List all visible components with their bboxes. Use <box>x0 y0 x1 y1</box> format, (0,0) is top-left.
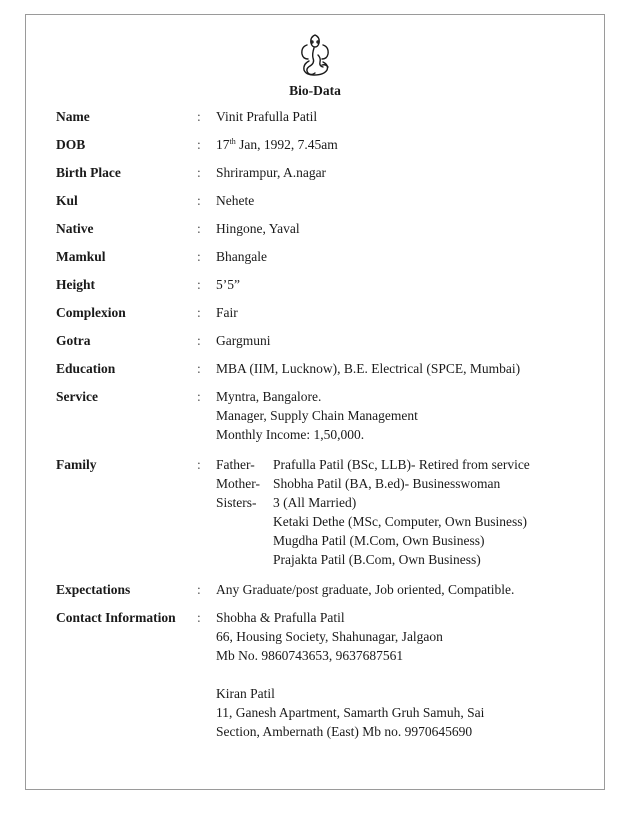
relation-label: Sisters- <box>216 495 257 510</box>
separator: : <box>197 582 201 597</box>
field-label-kul: Kul <box>56 193 78 208</box>
separator: : <box>197 249 201 264</box>
contact-line: Shobha & Prafulla Patil <box>216 610 345 625</box>
field-row <box>56 303 596 331</box>
field-row <box>56 387 596 455</box>
separator: : <box>197 333 201 348</box>
separator: : <box>197 389 201 404</box>
separator: : <box>197 165 201 180</box>
field-label-dob: DOB <box>56 137 86 152</box>
biodata-fields <box>56 107 596 741</box>
field-row <box>56 580 596 608</box>
field-value-service <box>216 387 596 455</box>
relation-label: Mother- <box>216 476 260 491</box>
field-row <box>56 608 596 741</box>
field-value-expectations: Any Graduate/post graduate, Job oriented, Compatible. <box>216 582 515 597</box>
service-line: Myntra, Bangalore. <box>216 389 322 404</box>
field-row <box>56 219 596 247</box>
field-value-contact <box>216 608 596 741</box>
separator: : <box>197 137 201 152</box>
field-row <box>56 135 596 163</box>
contact-line: 11, Ganesh Apartment, Samarth Gruh Samuh, Sai <box>216 705 485 720</box>
field-row <box>56 331 596 359</box>
page-title: Bio-Data <box>289 83 341 98</box>
field-row <box>56 455 596 580</box>
sister-item: Mugdha Patil (M.Com, Own Business) <box>273 533 485 548</box>
separator: : <box>197 193 201 208</box>
field-value-mamkul: Bhangale <box>216 249 267 264</box>
ganesha-icon <box>292 31 338 77</box>
service-line: Manager, Supply Chain Management <box>216 408 418 423</box>
contact-line: Kiran Patil <box>216 686 275 701</box>
relation-value: 3 (All Married) <box>273 495 357 510</box>
field-label-native: Native <box>56 221 94 236</box>
field-row <box>56 107 596 135</box>
field-row <box>56 191 596 219</box>
field-value-name: Vinit Prafulla Patil <box>216 109 318 124</box>
family-father <box>216 455 596 474</box>
relation-label: Father- <box>216 457 255 472</box>
field-value-complexion: Fair <box>216 305 238 320</box>
field-row <box>56 247 596 275</box>
separator: : <box>197 610 201 625</box>
field-label-mamkul: Mamkul <box>56 249 106 264</box>
field-label-expectations: Expectations <box>56 582 131 597</box>
family-mother <box>216 474 596 493</box>
field-row <box>56 275 596 303</box>
sister-item: Ketaki Dethe (MSc, Computer, Own Business) <box>273 514 528 529</box>
separator: : <box>197 361 201 376</box>
field-value-education: MBA (IIM, Lucknow), B.E. Electrical (SPCE, Mumbai) <box>216 361 521 376</box>
separator: : <box>197 305 201 320</box>
field-label-service: Service <box>56 389 98 404</box>
field-label-contact: Contact Information <box>56 610 176 625</box>
field-value-dob <box>216 135 596 163</box>
dob-rest: Jan, 1992, 7.45am <box>235 137 338 152</box>
family-sisters <box>216 493 596 512</box>
separator: : <box>197 221 201 236</box>
field-row <box>56 359 596 387</box>
relation-value: Shobha Patil (BA, B.ed)- Businesswoman <box>273 476 501 491</box>
field-label-family: Family <box>56 457 97 472</box>
field-label-name: Name <box>56 109 90 124</box>
sister-item: Prajakta Patil (B.Com, Own Business) <box>273 552 481 567</box>
service-line: Monthly Income: 1,50,000. <box>216 427 365 442</box>
spacer <box>216 665 596 684</box>
field-label-gotra: Gotra <box>56 333 91 348</box>
field-value-family <box>216 455 596 580</box>
field-label-birth-place: Birth Place <box>56 165 121 180</box>
contact-line: Section, Ambernath (East) Mb no. 9970645690 <box>216 724 473 739</box>
contact-line: Mb No. 9860743653, 9637687561 <box>216 648 404 663</box>
separator: : <box>197 457 201 472</box>
separator: : <box>197 277 201 292</box>
relation-value: Prafulla Patil (BSc, LLB)- Retired from service <box>273 457 530 472</box>
field-value-native: Hingone, Yaval <box>216 221 300 236</box>
field-value-birth-place: Shrirampur, A.nagar <box>216 165 327 180</box>
field-row <box>56 163 596 191</box>
field-label-complexion: Complexion <box>56 305 126 320</box>
field-value-gotra: Gargmuni <box>216 333 271 348</box>
dob-ordinal: th <box>229 137 236 146</box>
field-value-kul: Nehete <box>216 193 255 208</box>
field-value-height: 5’5” <box>216 277 240 292</box>
contact-line: 66, Housing Society, Shahunagar, Jalgaon <box>216 629 443 644</box>
dob-day: 17 <box>216 137 230 152</box>
field-label-height: Height <box>56 277 95 292</box>
separator: : <box>197 109 201 124</box>
field-label-education: Education <box>56 361 116 376</box>
biodata-page <box>25 14 605 790</box>
